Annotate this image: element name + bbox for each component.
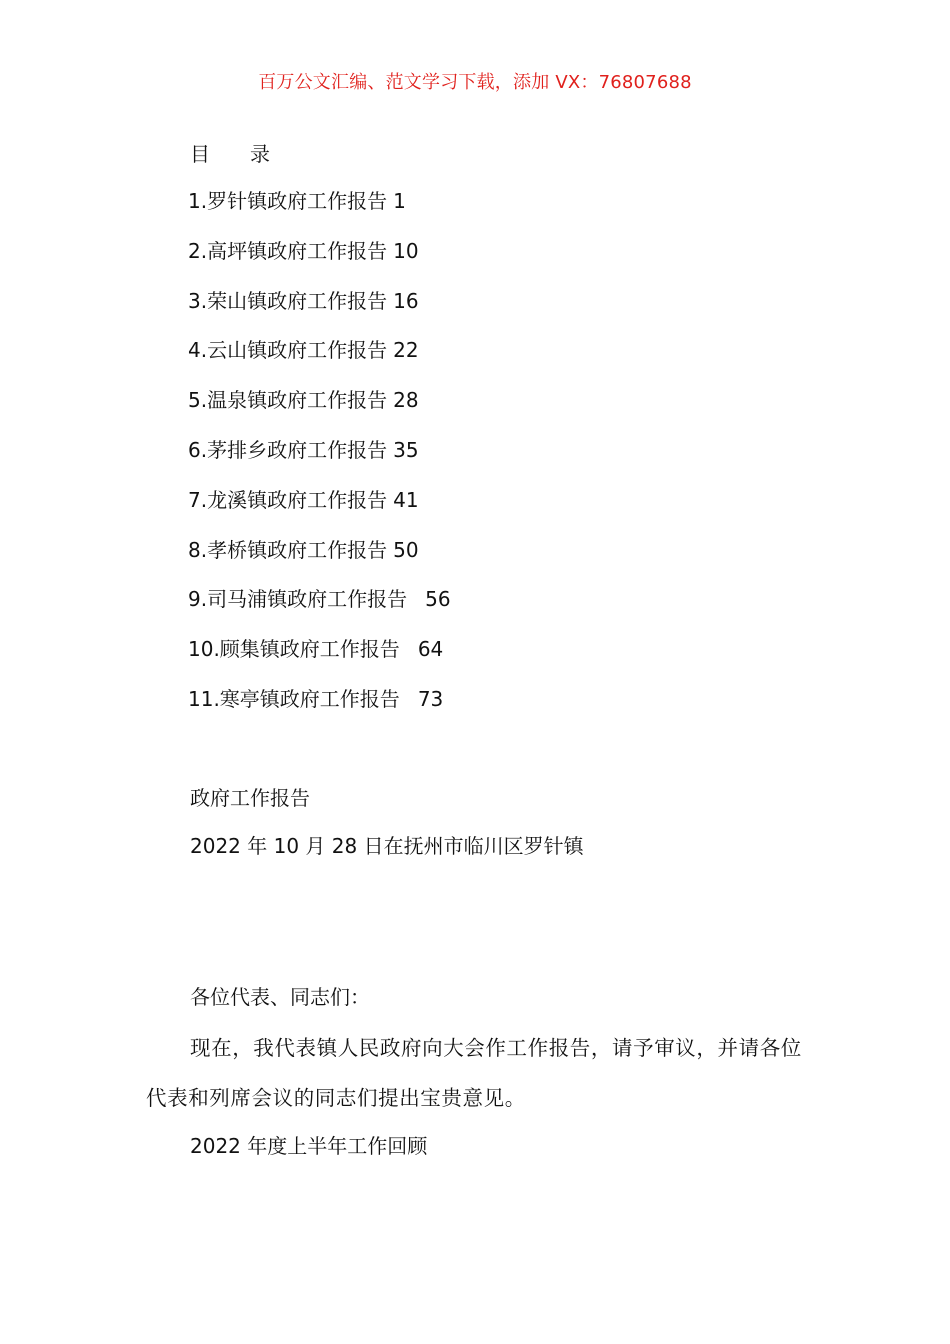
toc-item[interactable] [188, 686, 451, 736]
toc-item[interactable] [188, 636, 451, 686]
toc-list [188, 188, 451, 736]
toc-item-label: 9.司马浦镇政府工作报告 [188, 587, 408, 612]
toc-item-page: 73 [417, 686, 444, 711]
report-dateline: 2022 年 10 月 28 日在抚州市临川区罗针镇 [190, 834, 584, 858]
toc-item-label: 5.温泉镇政府工作报告 [188, 388, 388, 413]
toc-item[interactable] [188, 586, 451, 636]
toc-item-page: 41 [393, 487, 419, 512]
toc-item[interactable] [188, 537, 451, 587]
toc-item[interactable] [188, 238, 451, 288]
toc-item-page: 1 [393, 189, 406, 213]
toc-item-label: 7.龙溪镇政府工作报告 [188, 487, 388, 512]
toc-item[interactable] [188, 188, 451, 238]
toc-item[interactable] [188, 337, 451, 387]
report-intro-paragraph: 现在，我代表镇人民政府向大会作工作报告，请予审议，并请各位代表和列席会议的同志们提出宝贵意见。 [146, 1036, 802, 1110]
toc-item-label: 1.罗针镇政府工作报告 [188, 189, 388, 213]
toc-item-page: 56 [425, 587, 451, 612]
toc-item-label: 3.荣山镇政府工作报告 [188, 288, 388, 313]
toc-item-page: 22 [393, 338, 419, 363]
toc-item-label: 10.顾集镇政府工作报告 [188, 637, 400, 662]
toc-item[interactable] [188, 387, 451, 437]
toc-item[interactable] [188, 288, 451, 338]
toc-item-label: 6.茅排乡政府工作报告 [188, 437, 388, 462]
toc-title: 目 录 [190, 142, 270, 166]
toc-item-page: 16 [393, 288, 419, 313]
toc-item-page: 50 [393, 537, 419, 562]
toc-item[interactable] [188, 437, 451, 487]
toc-item-page: 28 [393, 388, 419, 413]
toc-item-page: 35 [393, 437, 419, 462]
section-heading: 2022 年度上半年工作回顾 [190, 1134, 428, 1158]
header-banner: 百万公文汇编、范文学习下载，添加 VX：76807688 [258, 72, 692, 93]
toc-item-label: 8.孝桥镇政府工作报告 [188, 537, 388, 562]
toc-item-page: 10 [393, 238, 419, 263]
toc-item-label: 4.云山镇政府工作报告 [188, 338, 388, 363]
report-title: 政府工作报告 [190, 786, 310, 810]
report-salutation: 各位代表、同志们： [190, 985, 370, 1009]
toc-item[interactable] [188, 487, 451, 537]
toc-item-label: 2.高坪镇政府工作报告 [188, 238, 388, 263]
toc-item-label: 11.寒亭镇政府工作报告 [188, 686, 400, 711]
toc-item-page: 64 [417, 637, 444, 662]
